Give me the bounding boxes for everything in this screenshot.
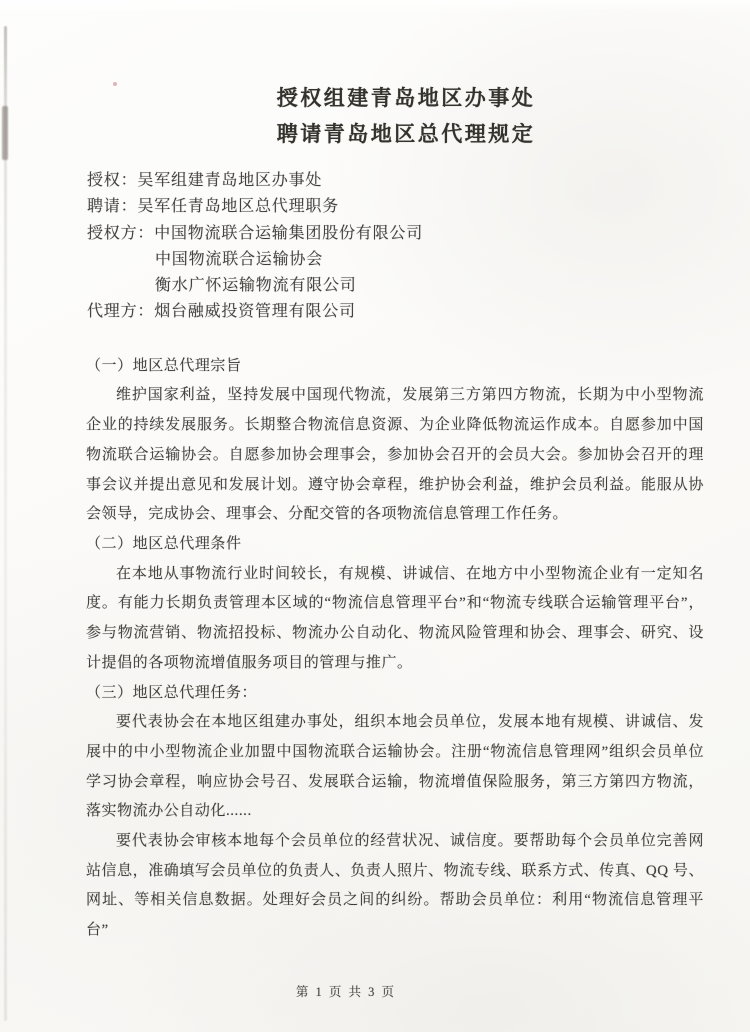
document-title [86, 80, 710, 152]
meta-line-authorization: 授权：吴军组建青岛地区办事处 [87, 172, 323, 189]
scan-top-sheen [0, 0, 750, 14]
meta-line-authorizer-1: 授权方：中国物流联合运输集团股份有限公司 [87, 224, 424, 242]
section-1-paragraph-1: 维护国家利益，坚持发展中国现代物流，发展第三方第四方物流，长期为中小型物流企业的持续发展服务。长期整合物流信息资源、为企业降低物流运作成本。自愿参加中国物流联合运输协会。自愿参加协会理事会，参加协会召开的会员大会。参加协会召开的理事会议并提出意见和发展计划。遵守协会章程，维护协会利益，维护会员利益。能服从协会领导，完成协会、理事会、分配交管的各项物流信息管理工作任务。 [86, 387, 704, 523]
document-meta-block [87, 168, 706, 326]
document-body [86, 352, 704, 946]
scan-pink-speck [113, 82, 117, 86]
meta-line-agent: 代理方：烟台融威投资管理有限公司 [87, 303, 356, 321]
document-title-line-1: 授权组建青岛地区办事处 [276, 86, 536, 110]
section-3-heading: （三）地区总代理任务： [86, 684, 258, 701]
section-1-heading: （一）地区总代理宗旨 [86, 357, 242, 374]
scan-left-edge-shadow [4, 26, 7, 1021]
scan-left-edge-notch [2, 106, 8, 160]
section-3-paragraph-2: 要代表协会审核本地每个会员单位的经营状况、诚信度。要帮助每个会员单位完善网站信息，准确填写会员单位的负责人、负责人照片、物流专线、联系方式、传真、QQ 号、网址、等相关信息数据。处理好会员之间的纠纷。帮助会员单位：利用“物流信息管理平台” [86, 833, 704, 939]
section-2-paragraph-1: 在本地从事物流行业时间较长，有规模、讲诚信、在地方中小型物流企业有一定知名度。有能力长期负责管理本区域的“物流信息管理平台”和“物流专线联合运输管理平台”，参与物流营销、物流招投标、物流办公自动化、物流风险管理和协会、理事会、研究、设计提倡的各项物流增值服务项目的管理与推广。 [86, 565, 704, 671]
meta-line-appointment: 聘请：吴军任青岛地区总代理职务 [87, 198, 340, 216]
section-3-paragraph-1: 要代表协会在本地区组建办事处，组织本地会员单位，发展本地有规模、讲诚信、发展中的中小型物流企业加盟中国物流联合运输协会。注册“物流信息管理网”组织会员单位学习协会章程，响应协会号召、发展联合运输，物流增值保险服务，第三方第四方物流，落实物流办公自动化...... [86, 714, 704, 820]
meta-line-authorizer-2: 中国物流联合运输协会 [155, 250, 324, 268]
meta-line-authorizer-3: 衡水广怀运输物流有限公司 [155, 277, 357, 295]
page-number-footer: 第 1 页 共 3 页 [295, 984, 397, 999]
section-2-heading: （二）地区总代理条件 [86, 536, 242, 552]
document-title-line-2: 聘请青岛地区总代理规定 [276, 122, 536, 146]
